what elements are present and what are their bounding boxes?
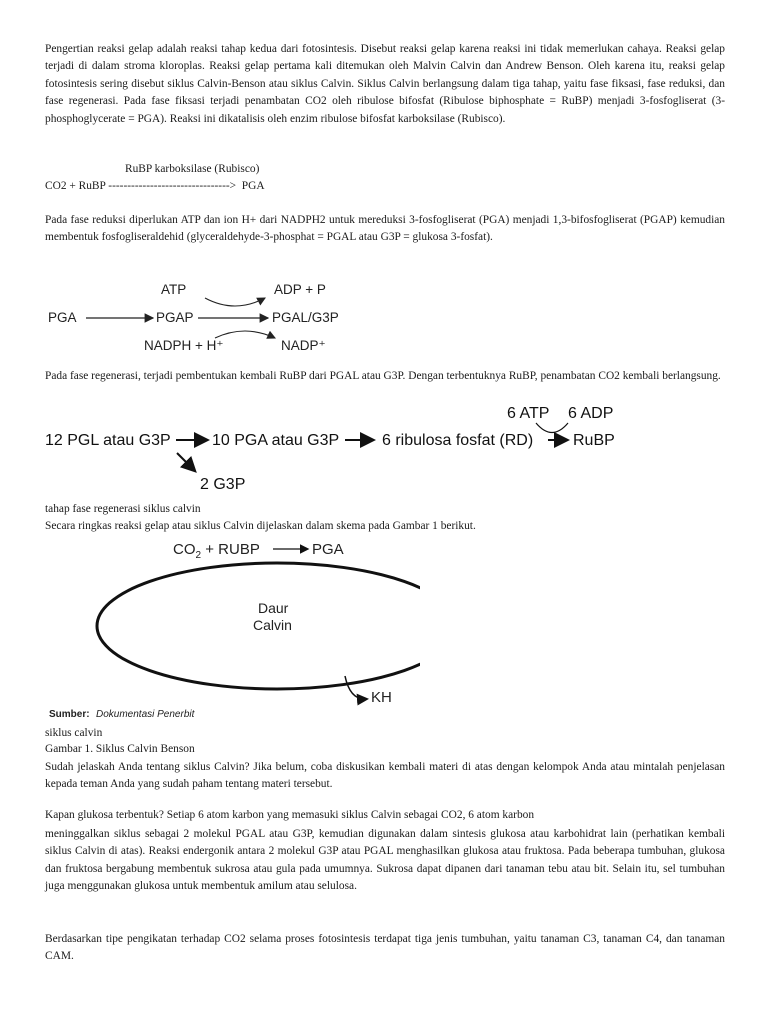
- glucose-paragraph: meninggalkan siklus sebagai 2 molekul PGAL atau G3P, kemudian digunakan dalam sintesis glukosa atau karbohidrat lain (perhatikan kembali siklus Calvin di atas). Reaksi endergonik antara 2 molekul G3P atau PGAL menghasilkan glukosa atau fruktosa. Pada beberapa tumbuhan, glukosa dan fruktosa bergabung membentuk sukrosa atau gula pada umumnya. Sukrosa dapat dipanen dari tanaman tebu atau bit. Selain itu, sel tumbuhan juga menggunakan glukosa untuk membentuk amilum atau selulosa.: [45, 828, 725, 893]
- calvin-cycle-diagram: [40, 536, 420, 722]
- source-text: Dokumentasi Penerbit: [96, 709, 195, 720]
- regeneration-diagram: [40, 398, 680, 498]
- reaction-enzyme: RuBP karboksilase (Rubisco): [125, 163, 260, 175]
- branch-label: 2 G3P: [200, 476, 246, 493]
- discussion-paragraph: Sudah jelaskah Anda tentang siklus Calvin? Jika belum, coba diskusikan kembali materi di atas dengan kelompok Anda atau mintalah penjelasan kepada teman Anda yang sudah paham tentang materi tersebut.: [45, 761, 725, 791]
- figure-caption: Gambar 1. Siklus Calvin Benson: [45, 743, 195, 755]
- reaction-equation: CO2 + RuBP --------------------------------> PGA: [45, 180, 265, 192]
- pga-label: PGA: [48, 310, 77, 325]
- glucose-first-line: Kapan glukosa terbentuk? Setiap 6 atom karbon yang memasuki siklus Calvin sebagai CO2, 6 atom karbon: [45, 809, 535, 821]
- atp-label: ATP: [161, 282, 187, 297]
- atp-adp-loop: [536, 423, 568, 433]
- reduction-paragraph: Pada fase reduksi diperlukan ATP dan ion H+ dari NADPH2 untuk mereduksi 3-fosfogliserat (PGA) menjadi 1,3-bifosfogliserat (PGAP) kemudian membentuk fosfogliseraldehid (glyceraldehyde-3-phosphat = PGAL atau G3P = glukosa 3-fosfat).: [45, 214, 725, 244]
- regen-start-label: 12 PGL atau G3P: [45, 432, 171, 449]
- regen-end-label: RuBP: [573, 432, 615, 449]
- nadph-nadp-curve: [215, 331, 275, 338]
- cycle-equation: $CO_2$ + RUBP: [173, 541, 260, 561]
- regen-step2-label: 10 PGA atau G3P: [212, 432, 340, 449]
- nadp-label: NADP⁺: [281, 338, 326, 353]
- kh-label: KH: [371, 689, 392, 706]
- regen-step3-label: 6 ribulosa fosfat (RD): [382, 432, 534, 449]
- cycle-product: PGA: [312, 541, 344, 558]
- adp-label: ADP + P: [274, 282, 326, 297]
- pgal-g3p-label: PGAL/G3P: [272, 310, 339, 325]
- nadph-label: NADPH + H⁺: [144, 338, 224, 353]
- plant-types-paragraph: Berdasarkan tipe pengikatan terhadap CO2 selama proses fotosintesis terdapat tiga jenis tumbuhan, yaitu tanaman C3, tanaman C4, dan tanaman CAM.: [45, 933, 725, 963]
- regeneration-paragraph: Pada fase regenerasi, terjadi pembentukan kembali RuBP dari PGAL atau G3P. Dengan terbentuknya RuBP, penambatan CO2 kembali berlangsung.: [45, 370, 721, 382]
- summary-line: Secara ringkas reaksi gelap atau siklus Calvin dijelaskan dalam skema pada Gambar 1 berikut.: [45, 520, 476, 532]
- reduction-diagram: [40, 278, 380, 358]
- cycle-center-label-2: Calvin: [253, 617, 292, 633]
- regen-caption: tahap fase regenerasi siklus calvin: [45, 503, 201, 515]
- figure-caption-small: siklus calvin: [45, 727, 103, 739]
- cycle-center-label-1: Daur: [258, 600, 289, 616]
- pgap-label: PGAP: [156, 310, 194, 325]
- kh-output-arrow: [345, 676, 366, 699]
- intro-paragraph: Pengertian reaksi gelap adalah reaksi tahap kedua dari fotosintesis. Disebut reaksi gelap karena reaksi ini tidak memerlukan cahaya. Reaksi gelap terjadi di dalam stroma kloroplas. Reaksi gelap pertama kali ditemukan oleh Malvin Calvin dan Andrew Benson. Oleh karena itu, reaksi gelap fotosintesis sering disebut siklus Calvin-Benson atau siklus Calvin. Siklus Calvin berlangsung dalam tiga tahap, yaitu fase fiksasi, fase reduksi, dan fase regenerasi. Pada fase fiksasi terjadi penambatan CO2 oleh ribulose bifosfat (Ribulose biphosphate = RuBP) menjadi 3-fosfogliserat (3-phosphoglycerate = PGA). Reaksi ini dikatalisis oleh enzim ribulose bifosfat karboksilase (Rubisco).: [45, 43, 725, 125]
- source-label: Sumber:: [49, 709, 90, 720]
- six-atp-label: 6 ATP: [507, 405, 550, 422]
- atp-adp-curve: [205, 298, 265, 306]
- arrow-branch: [177, 453, 194, 470]
- six-adp-label: 6 ADP: [568, 405, 614, 422]
